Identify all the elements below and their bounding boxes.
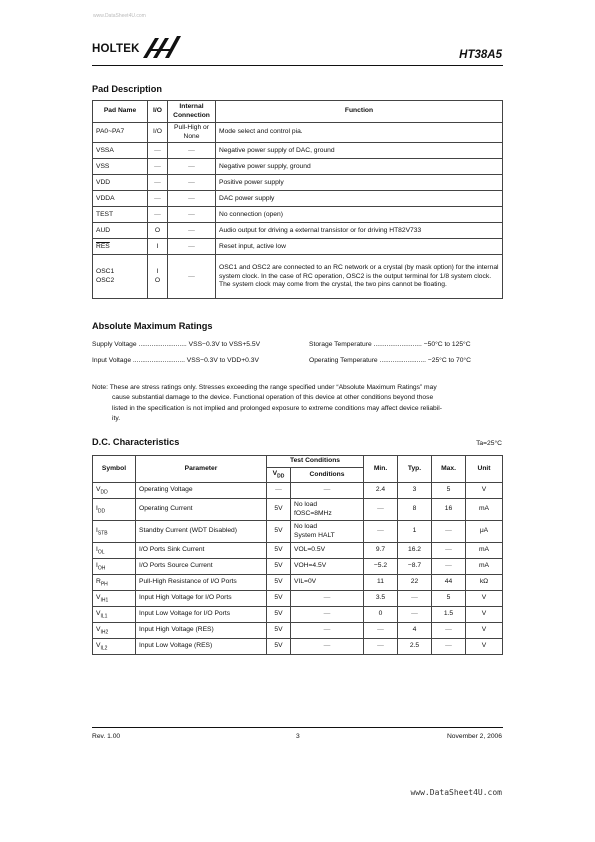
pad-name-cell: VSSA bbox=[93, 143, 148, 159]
pad-connection-cell: — bbox=[168, 255, 216, 299]
conditions-cell: VOL=0.5V bbox=[291, 543, 364, 559]
conditions-cell: — bbox=[291, 591, 364, 607]
unit-cell: V bbox=[466, 607, 503, 623]
unit-cell: mA bbox=[466, 499, 503, 521]
page-number: 3 bbox=[296, 733, 300, 740]
dc-row bbox=[93, 543, 503, 559]
symbol-cell bbox=[93, 623, 136, 639]
dc-row bbox=[93, 521, 503, 543]
unit-cell: V bbox=[466, 591, 503, 607]
amr-heading: Absolute Maximum Ratings bbox=[92, 321, 213, 331]
max-cell: 16 bbox=[432, 499, 466, 521]
col-typ: Typ. bbox=[398, 456, 432, 483]
min-cell: 3.5 bbox=[364, 591, 398, 607]
pad-io-cell: I O bbox=[148, 255, 168, 299]
note-line-3: listed in the specification is not implied and prolonged exposure to extreme conditions may affect device reliabil- bbox=[112, 404, 442, 412]
parameter-cell: Pull-High Resistance of I/O Ports bbox=[136, 575, 267, 591]
symbol-base: I bbox=[96, 504, 98, 512]
holtek-logo bbox=[92, 34, 184, 60]
pad-name-cell: AUD bbox=[93, 223, 148, 239]
typ-cell: 22 bbox=[398, 575, 432, 591]
max-cell: 5 bbox=[432, 483, 466, 499]
operating-temperature-label: Operating Temperature ......................... bbox=[309, 357, 426, 364]
dc-row bbox=[93, 559, 503, 575]
symbol-base: V bbox=[96, 593, 101, 601]
pad-io-cell: I bbox=[148, 239, 168, 255]
symbol-base: R bbox=[96, 577, 101, 585]
symbol-subscript: OH bbox=[97, 564, 106, 571]
vdd-cell: 5V bbox=[267, 591, 291, 607]
parameter-cell: Standby Current (WDT Disabled) bbox=[136, 521, 267, 543]
vdd-cell: 5V bbox=[267, 575, 291, 591]
dc-row bbox=[93, 623, 503, 639]
min-cell: 2.4 bbox=[364, 483, 398, 499]
logo-mark-icon bbox=[141, 34, 183, 60]
parameter-cell: Operating Voltage bbox=[136, 483, 267, 499]
pad-row bbox=[93, 207, 503, 223]
symbol-subscript: OL bbox=[97, 548, 105, 555]
symbol-subscript: IH1 bbox=[100, 596, 109, 603]
col-internal-connection: Internal Connection bbox=[168, 101, 216, 123]
note-line-2: cause substantial damage to the device. Functional operation of this device at other conditions beyond those bbox=[112, 394, 434, 402]
vdd-cell: 5V bbox=[267, 543, 291, 559]
pad-row bbox=[93, 159, 503, 175]
header-rule bbox=[92, 65, 503, 66]
symbol-cell bbox=[93, 483, 136, 499]
unit-cell: V bbox=[466, 623, 503, 639]
unit-cell: mA bbox=[466, 543, 503, 559]
typ-cell: −8.7 bbox=[398, 559, 432, 575]
typ-cell: — bbox=[398, 607, 432, 623]
pad-function-cell: Negative power supply of DAC, ground bbox=[216, 143, 503, 159]
pad-row bbox=[93, 191, 503, 207]
pad-connection-cell: — bbox=[168, 191, 216, 207]
operating-temperature-value: −25°C to 70°C bbox=[427, 357, 471, 364]
symbol-cell bbox=[93, 543, 136, 559]
symbol-subscript: IL2 bbox=[100, 644, 108, 651]
conditions-cell: No load fOSC=8MHz bbox=[291, 499, 364, 521]
min-cell: −5.2 bbox=[364, 559, 398, 575]
unit-cell: mA bbox=[466, 559, 503, 575]
storage-temperature-rating bbox=[309, 341, 471, 348]
revision: Rev. 1.00 bbox=[92, 733, 121, 740]
symbol-base: I bbox=[96, 561, 98, 569]
parameter-cell: I/O Ports Source Current bbox=[136, 559, 267, 575]
symbol-subscript: IL1 bbox=[100, 612, 108, 619]
conditions-cell: — bbox=[291, 639, 364, 655]
symbol-base: I bbox=[96, 545, 98, 553]
col-parameter: Parameter bbox=[136, 456, 267, 483]
conditions-cell: No load System HALT bbox=[291, 521, 364, 543]
pad-name-cell: $\overline{RES}$ bbox=[93, 239, 148, 255]
pad-function-cell: OSC1 and OSC2 are connected to an RC network or a crystal (by mask option) for the internal system clock. In the case of RC operation, OSC2 is the output terminal for 1/8 system clock. The system clock may come from the crystal, the two pins cannot be floating. bbox=[216, 255, 503, 299]
vdd-cell: 5V bbox=[267, 607, 291, 623]
col-conditions: Conditions bbox=[291, 468, 364, 483]
vdd-cell: 5V bbox=[267, 639, 291, 655]
pad-io-cell: — bbox=[148, 143, 168, 159]
symbol-cell bbox=[93, 559, 136, 575]
min-cell: — bbox=[364, 623, 398, 639]
vdd-cell: 5V bbox=[267, 521, 291, 543]
symbol-base: V bbox=[96, 625, 101, 633]
max-cell: 5 bbox=[432, 591, 466, 607]
symbol-base: V bbox=[96, 485, 101, 493]
unit-cell: kΩ bbox=[466, 575, 503, 591]
conditions-cell: — bbox=[291, 607, 364, 623]
symbol-cell bbox=[93, 521, 136, 543]
pad-function-cell: DAC power supply bbox=[216, 191, 503, 207]
operating-temperature-rating bbox=[309, 357, 471, 364]
conditions-cell: VOH=4.5V bbox=[291, 559, 364, 575]
symbol-cell bbox=[93, 499, 136, 521]
vdd-cell: — bbox=[267, 483, 291, 499]
symbol-base: V bbox=[96, 641, 101, 649]
typ-cell: 3 bbox=[398, 483, 432, 499]
supply-voltage-label: Supply Voltage .......................... bbox=[92, 341, 187, 348]
col-test-conditions: Test Conditions bbox=[267, 456, 364, 468]
typ-cell: 16.2 bbox=[398, 543, 432, 559]
vdd-cell: 5V bbox=[267, 499, 291, 521]
logo-text: HOLTEK bbox=[92, 43, 140, 55]
pad-connection-cell: — bbox=[168, 159, 216, 175]
pad-function-cell: Audio output for driving a external transistor or for driving HT82V733 bbox=[216, 223, 503, 239]
pad-connection-cell: Pull-High or None bbox=[168, 123, 216, 143]
symbol-subscript: DD bbox=[97, 507, 106, 514]
pad-io-cell: — bbox=[148, 191, 168, 207]
pad-function-cell: Reset input, active low bbox=[216, 239, 503, 255]
pad-row bbox=[93, 143, 503, 159]
pad-name-cell: TEST bbox=[93, 207, 148, 223]
parameter-cell: Input Low Voltage (RES) bbox=[136, 639, 267, 655]
storage-temperature-label: Storage Temperature .......................... bbox=[309, 341, 422, 348]
pad-row bbox=[93, 123, 503, 143]
max-cell: — bbox=[432, 543, 466, 559]
pad-name-cell: OSC1 OSC2 bbox=[93, 255, 148, 299]
min-cell: — bbox=[364, 521, 398, 543]
symbol-base: V bbox=[96, 609, 101, 617]
pad-name-cell: VDDA bbox=[93, 191, 148, 207]
dc-row bbox=[93, 499, 503, 521]
typ-cell: 4 bbox=[398, 623, 432, 639]
typ-cell: 2.5 bbox=[398, 639, 432, 655]
min-cell: 11 bbox=[364, 575, 398, 591]
storage-temperature-value: −50°C to 125°C bbox=[423, 341, 471, 348]
min-cell: 9.7 bbox=[364, 543, 398, 559]
max-cell: 44 bbox=[432, 575, 466, 591]
conditions-cell: VIL=0V bbox=[291, 575, 364, 591]
symbol-cell bbox=[93, 607, 136, 623]
max-cell: 1.5 bbox=[432, 607, 466, 623]
col-io: I/O bbox=[148, 101, 168, 123]
pad-name-cell: VSS bbox=[93, 159, 148, 175]
pad-io-cell: — bbox=[148, 207, 168, 223]
typ-cell: 8 bbox=[398, 499, 432, 521]
dc-row bbox=[93, 607, 503, 623]
symbol-subscript: IH2 bbox=[100, 628, 109, 635]
conditions-cell: — bbox=[291, 623, 364, 639]
bottom-watermark: www.DataSheet4U.com bbox=[410, 788, 502, 797]
top-watermark: www.DataSheet4U.com bbox=[93, 13, 146, 19]
col-min: Min. bbox=[364, 456, 398, 483]
stress-note bbox=[92, 383, 503, 425]
pad-row bbox=[93, 239, 503, 255]
max-cell: — bbox=[432, 639, 466, 655]
publication-date: November 2, 2006 bbox=[446, 733, 502, 740]
pad-connection-cell: — bbox=[168, 239, 216, 255]
min-cell: — bbox=[364, 499, 398, 521]
supply-voltage-value: VSS−0.3V to VSS+5.5V bbox=[188, 341, 261, 348]
input-voltage-rating bbox=[92, 357, 259, 364]
pad-name-cell: VDD bbox=[93, 175, 148, 191]
symbol-subscript: PH bbox=[100, 580, 108, 587]
pad-function-cell: Mode select and control pia. bbox=[216, 123, 503, 143]
document-title: HT38A5 bbox=[459, 49, 502, 61]
pad-row bbox=[93, 223, 503, 239]
dc-row bbox=[93, 575, 503, 591]
dc-row bbox=[93, 483, 503, 499]
dc-characteristics-heading: D.C. Characteristics bbox=[92, 437, 180, 447]
input-voltage-label: Input Voltage ............................ bbox=[92, 357, 185, 364]
pad-function-cell: Negative power supply, ground bbox=[216, 159, 503, 175]
col-max: Max. bbox=[432, 456, 466, 483]
col-function: Function bbox=[216, 101, 503, 123]
note-line-4: ity. bbox=[112, 415, 121, 423]
vdd-symbol bbox=[272, 470, 285, 480]
pad-description-heading: Pad Description bbox=[92, 84, 162, 94]
col-pad-name: Pad Name bbox=[93, 101, 148, 123]
min-cell: — bbox=[364, 639, 398, 655]
note-line-1: Note: These are stress ratings only. Stresses exceeding the range specified under “Absolute Maximum Ratings” may bbox=[92, 384, 437, 391]
pad-connection-cell: — bbox=[168, 175, 216, 191]
dc-row bbox=[93, 639, 503, 655]
col-unit: Unit bbox=[466, 456, 503, 483]
pad-connection-cell: — bbox=[168, 223, 216, 239]
min-cell: 0 bbox=[364, 607, 398, 623]
pad-row bbox=[93, 255, 503, 299]
pad-connection-cell: — bbox=[168, 143, 216, 159]
pad-row bbox=[93, 175, 503, 191]
pad-name-cell: PA0~PA7 bbox=[93, 123, 148, 143]
max-cell: — bbox=[432, 559, 466, 575]
pad-function-cell: Positive power supply bbox=[216, 175, 503, 191]
conditions-cell: — bbox=[291, 483, 364, 499]
pad-description-table bbox=[92, 100, 503, 299]
supply-voltage-rating bbox=[92, 341, 260, 348]
unit-cell: μA bbox=[466, 521, 503, 543]
footer-rule bbox=[92, 727, 503, 728]
pad-io-cell: — bbox=[148, 159, 168, 175]
pad-io-cell: — bbox=[148, 175, 168, 191]
pad-io-cell: O bbox=[148, 223, 168, 239]
parameter-cell: I/O Ports Sink Current bbox=[136, 543, 267, 559]
parameter-cell: Input High Voltage for I/O Ports bbox=[136, 591, 267, 607]
ambient-temperature: Ta=25°C bbox=[476, 440, 502, 447]
input-voltage-value: VSS−0.3V to VDD+0.3V bbox=[186, 357, 259, 364]
vdd-base: V bbox=[272, 470, 278, 478]
symbol-subscript: DD bbox=[100, 488, 108, 495]
unit-cell: V bbox=[466, 483, 503, 499]
dc-characteristics-table bbox=[92, 455, 503, 655]
parameter-cell: Operating Current bbox=[136, 499, 267, 521]
pad-function-cell: No connection (open) bbox=[216, 207, 503, 223]
parameter-cell: Input High Voltage (RES) bbox=[136, 623, 267, 639]
vdd-subscript: DD bbox=[277, 473, 285, 480]
col-vdd bbox=[267, 468, 291, 483]
col-symbol: Symbol bbox=[93, 456, 136, 483]
typ-cell: 1 bbox=[398, 521, 432, 543]
max-cell: — bbox=[432, 521, 466, 543]
unit-cell: V bbox=[466, 639, 503, 655]
symbol-cell bbox=[93, 639, 136, 655]
symbol-subscript: STB bbox=[97, 529, 108, 536]
symbol-cell bbox=[93, 575, 136, 591]
vdd-cell: 5V bbox=[267, 559, 291, 575]
pad-connection-cell: — bbox=[168, 207, 216, 223]
typ-cell: — bbox=[398, 591, 432, 607]
pad-io-cell: I/O bbox=[148, 123, 168, 143]
dc-row bbox=[93, 591, 503, 607]
max-cell: — bbox=[432, 623, 466, 639]
symbol-base: I bbox=[96, 526, 98, 534]
symbol-cell bbox=[93, 591, 136, 607]
vdd-cell: 5V bbox=[267, 623, 291, 639]
parameter-cell: Input Low Voltage for I/O Ports bbox=[136, 607, 267, 623]
